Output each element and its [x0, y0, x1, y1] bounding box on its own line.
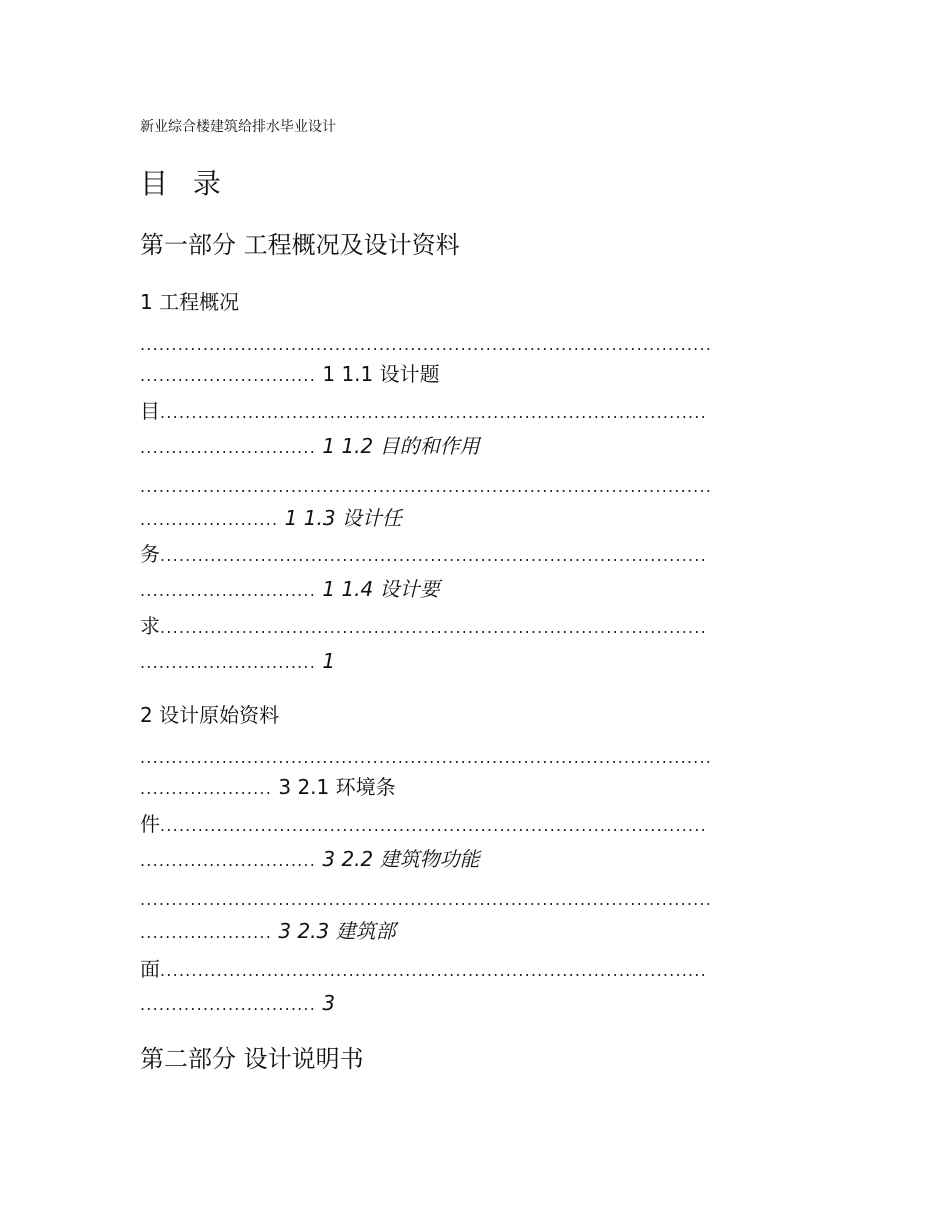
section-one-heading: 1 工程概况 [140, 290, 240, 314]
dot-leader: ........................................................................................... [140, 890, 713, 909]
toc-entry-line[interactable] [140, 774, 804, 802]
dot-leader: ....................................................................................... [160, 961, 707, 980]
toc-entry-line[interactable] [140, 990, 804, 1018]
dot-leader: ....................................................................................... [160, 816, 707, 835]
toc-entry-text: 3 2.1 环境条 [272, 775, 396, 799]
toc-entry-line[interactable] [140, 541, 804, 569]
dot-leader: ........................................................................................... [140, 748, 713, 767]
toc-entry-line[interactable] [140, 846, 804, 874]
toc-entry-lead: 务 [140, 542, 160, 566]
toc-entry-lead: 目 [140, 399, 160, 423]
toc-entry-line[interactable] [140, 576, 804, 604]
dot-leader: ............................ [140, 366, 317, 385]
section-two-heading: 2 设计原始资料 [140, 703, 280, 727]
dot-leader: ..................... [140, 779, 273, 798]
running-header: 新业综合楼建筑给排水毕业设计 [140, 119, 336, 135]
toc-entry-line[interactable] [140, 918, 804, 946]
toc-leader-line [140, 885, 804, 913]
toc-entry-text: 1 1.2 目的和作用 [316, 434, 480, 458]
dot-leader: ....................................................................................... [160, 403, 707, 422]
toc-entry-text: 3 2.2 建筑物功能 [316, 847, 480, 871]
dot-leader: ............................ [140, 653, 317, 672]
toc-entry-line[interactable] [140, 361, 804, 389]
toc-entry-line[interactable] [140, 398, 804, 426]
toc-entry-line[interactable] [140, 505, 804, 533]
dot-leader: ....................................................................................... [160, 618, 707, 637]
dot-leader: ........................................................................................... [140, 477, 713, 496]
toc-entry-text: 3 2.3 建筑部 [272, 919, 396, 943]
toc-entry-text: 1 1.1 设计题 [316, 362, 440, 386]
toc-entry-lead: 面 [140, 957, 160, 981]
dot-leader: ............................ [140, 995, 317, 1014]
toc-entry-line[interactable] [140, 433, 804, 461]
toc-entry-text: 3 [316, 991, 336, 1015]
part-one-heading: 第一部分 工程概况及设计资料 [140, 231, 460, 259]
dot-leader: ............................ [140, 581, 317, 600]
toc-entry-line[interactable] [140, 613, 804, 641]
toc-entry-lead: 件 [140, 812, 160, 836]
toc-leader-line [140, 330, 804, 358]
toc-entry-text: 1 [316, 649, 336, 673]
toc-entry-line[interactable] [140, 956, 804, 984]
dot-leader: ............................ [140, 851, 317, 870]
toc-entry-line[interactable] [140, 648, 804, 676]
toc-entry-text: 1 1.4 设计要 [316, 577, 440, 601]
part-two-heading: 第二部分 设计说明书 [140, 1045, 364, 1073]
dot-leader: ............................ [140, 438, 317, 457]
dot-leader: ........................................................................................... [140, 335, 713, 354]
toc-title: 目 录 [140, 167, 229, 200]
dot-leader: ..................... [140, 923, 273, 942]
toc-entry-line[interactable] [140, 811, 804, 839]
toc-entry-lead: 求 [140, 614, 160, 638]
toc-leader-line [140, 472, 804, 500]
dot-leader: ...................... [140, 510, 279, 529]
toc-leader-line [140, 743, 804, 771]
dot-leader: ....................................................................................... [160, 546, 707, 565]
toc-entry-text: 1 1.3 设计任 [278, 506, 402, 530]
